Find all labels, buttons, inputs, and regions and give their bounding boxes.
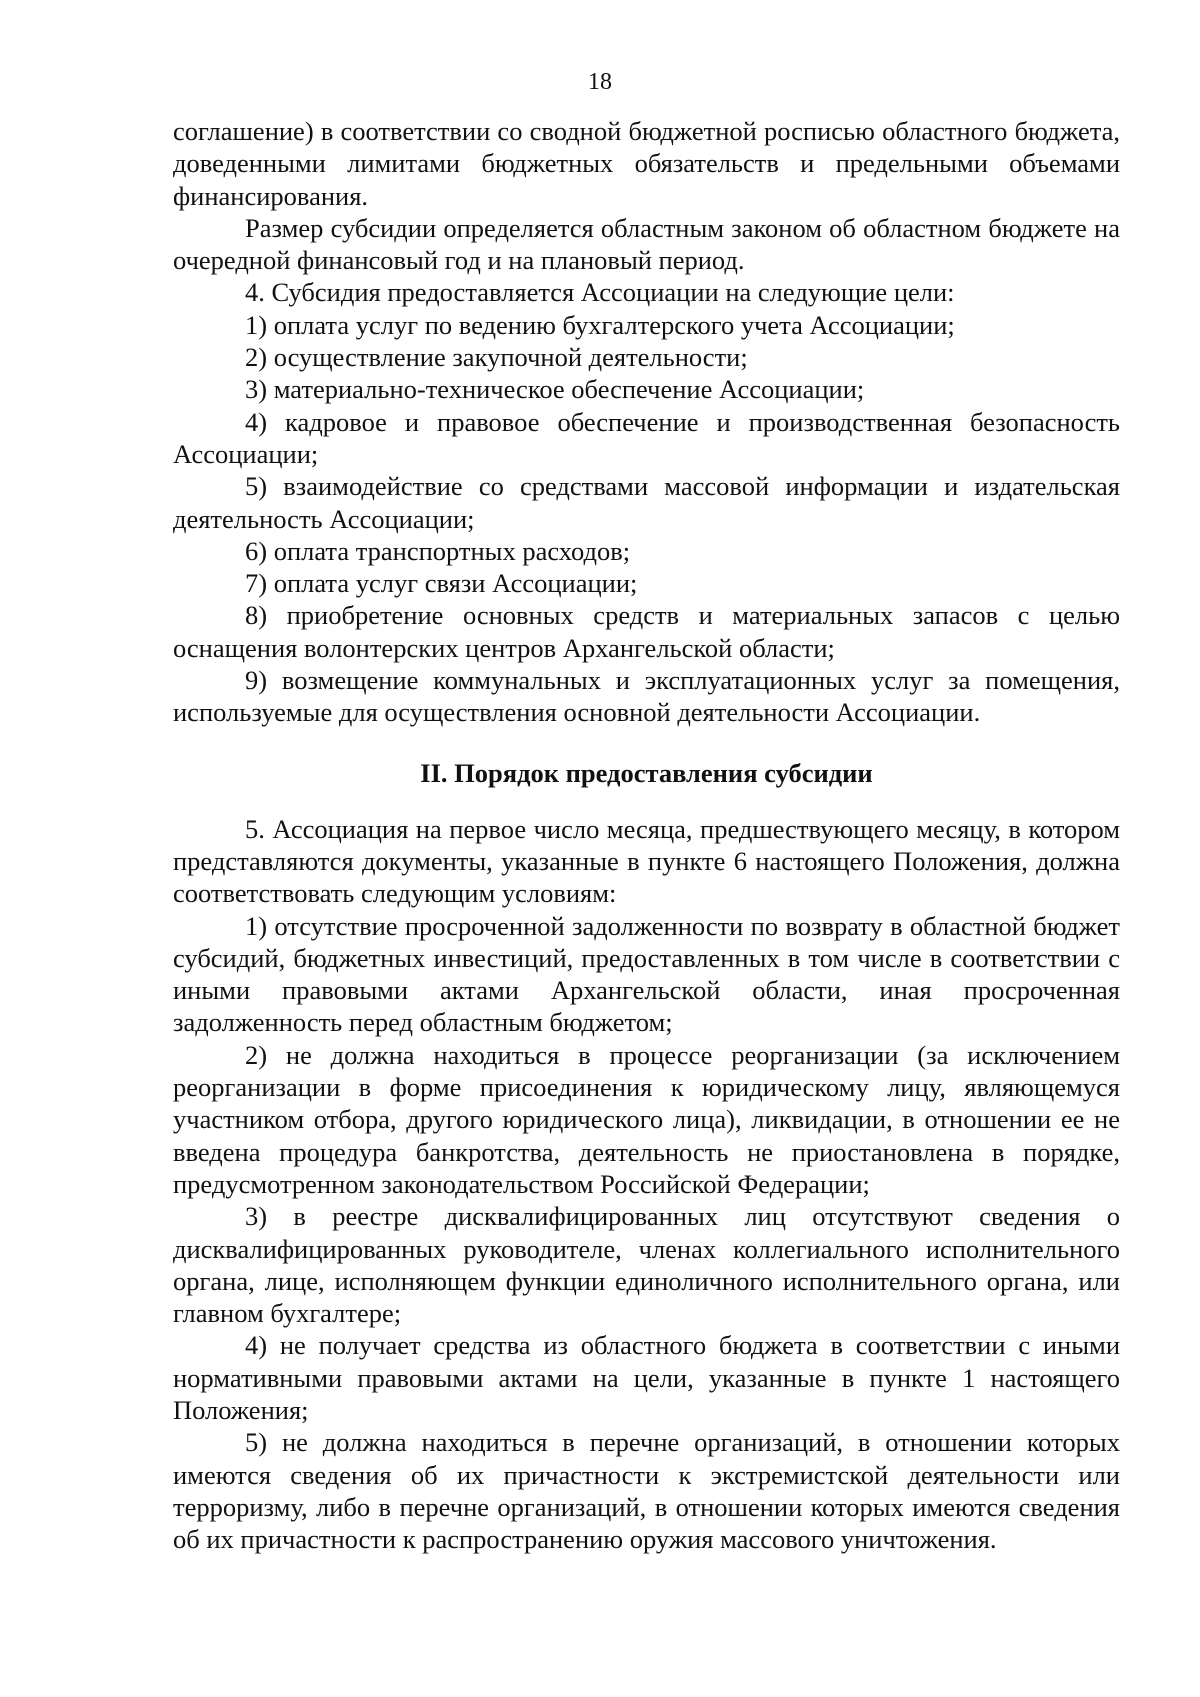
section-heading: II. Порядок предоставления субсидии xyxy=(420,757,873,788)
list-item: 4) кадровое и правовое обеспечение и производственная безопасность Ассоциации; xyxy=(173,406,1120,469)
paragraph: Размер субсидии определяется областным законом об областном бюджете на очередной финансовый год и на плановый период. xyxy=(173,212,1120,276)
list-item: 2) не должна находиться в процессе реорганизации (за исключением реорганизации в форме присоединения к юридическому лицу, являющемуся участником отбора, другого юридического лица), ликвидации, в отношении ее не введена процедура банкротства, деятельность не приостановлена в порядке, предусмотренном законодательством Российской Федерации; xyxy=(173,1039,1120,1199)
list-item: 3) в реестре дисквалифицированных лиц отсутствуют сведения о дисквалифицированных руководителе, членах коллегиального исполнительного органа, лице, исполняющем функции единоличного исполнительного органа, или главном бухгалтере; xyxy=(173,1201,1120,1329)
paragraph: 4. Субсидия предоставляется Ассоциации на следующие цели: xyxy=(245,277,955,308)
list-item: 7) оплата услуг связи Ассоциации; xyxy=(245,568,638,599)
page-number: 18 xyxy=(588,69,612,95)
list-item: 9) возмещение коммунальных и эксплуатационных услуг за помещения, используемые для осуществления основной деятельности Ассоциации. xyxy=(173,665,1120,728)
paragraph: 5. Ассоциация на первое число месяца, предшествующего месяцу, в котором представляются документы, указанные в пункте 6 настоящего Положения, должна соответствовать следующим условиям: xyxy=(173,813,1120,909)
document-body xyxy=(173,115,1120,1555)
list-item: 5) взаимодействие со средствами массовой информации и издательская деятельность Ассоциации; xyxy=(173,471,1120,534)
list-item: 6) оплата транспортных расходов; xyxy=(245,535,631,566)
list-item: 1) оплата услуг по ведению бухгалтерского учета Ассоциации; xyxy=(245,309,955,340)
paragraph: соглашение) в соответствии со сводной бюджетной росписью областного бюджета, доведенными лимитами бюджетных обязательств и предельными объемами финансирования. xyxy=(173,116,1120,211)
list-item: 1) отсутствие просроченной задолженности по возврату в областной бюджет субсидий, бюджетных инвестиций, предоставленных в том числе в соответствии с иными правовыми актами Архангельской области, иная просроченная задолженность перед областным бюджетом; xyxy=(173,910,1120,1038)
list-item: 4) не получает средства из областного бюджета в соответствии с иными нормативными правовыми актами на цели, указанные в пункте 1 настоящего Положения; xyxy=(173,1330,1120,1425)
list-item: 8) приобретение основных средств и материальных запасов с целью оснащения волонтерских центров Архангельской области; xyxy=(173,600,1120,663)
list-item: 2) осуществление закупочной деятельности; xyxy=(245,342,748,373)
list-item: 3) материально-техническое обеспечение Ассоциации; xyxy=(245,374,865,405)
list-item: 5) не должна находиться в перечне организаций, в отношении которых имеются сведения об их причастности к экстремистской деятельности или терроризму, либо в перечне организаций, в отношении которых имеются сведения об их причастности к распространению оружия массового уничтожения. xyxy=(173,1427,1120,1555)
